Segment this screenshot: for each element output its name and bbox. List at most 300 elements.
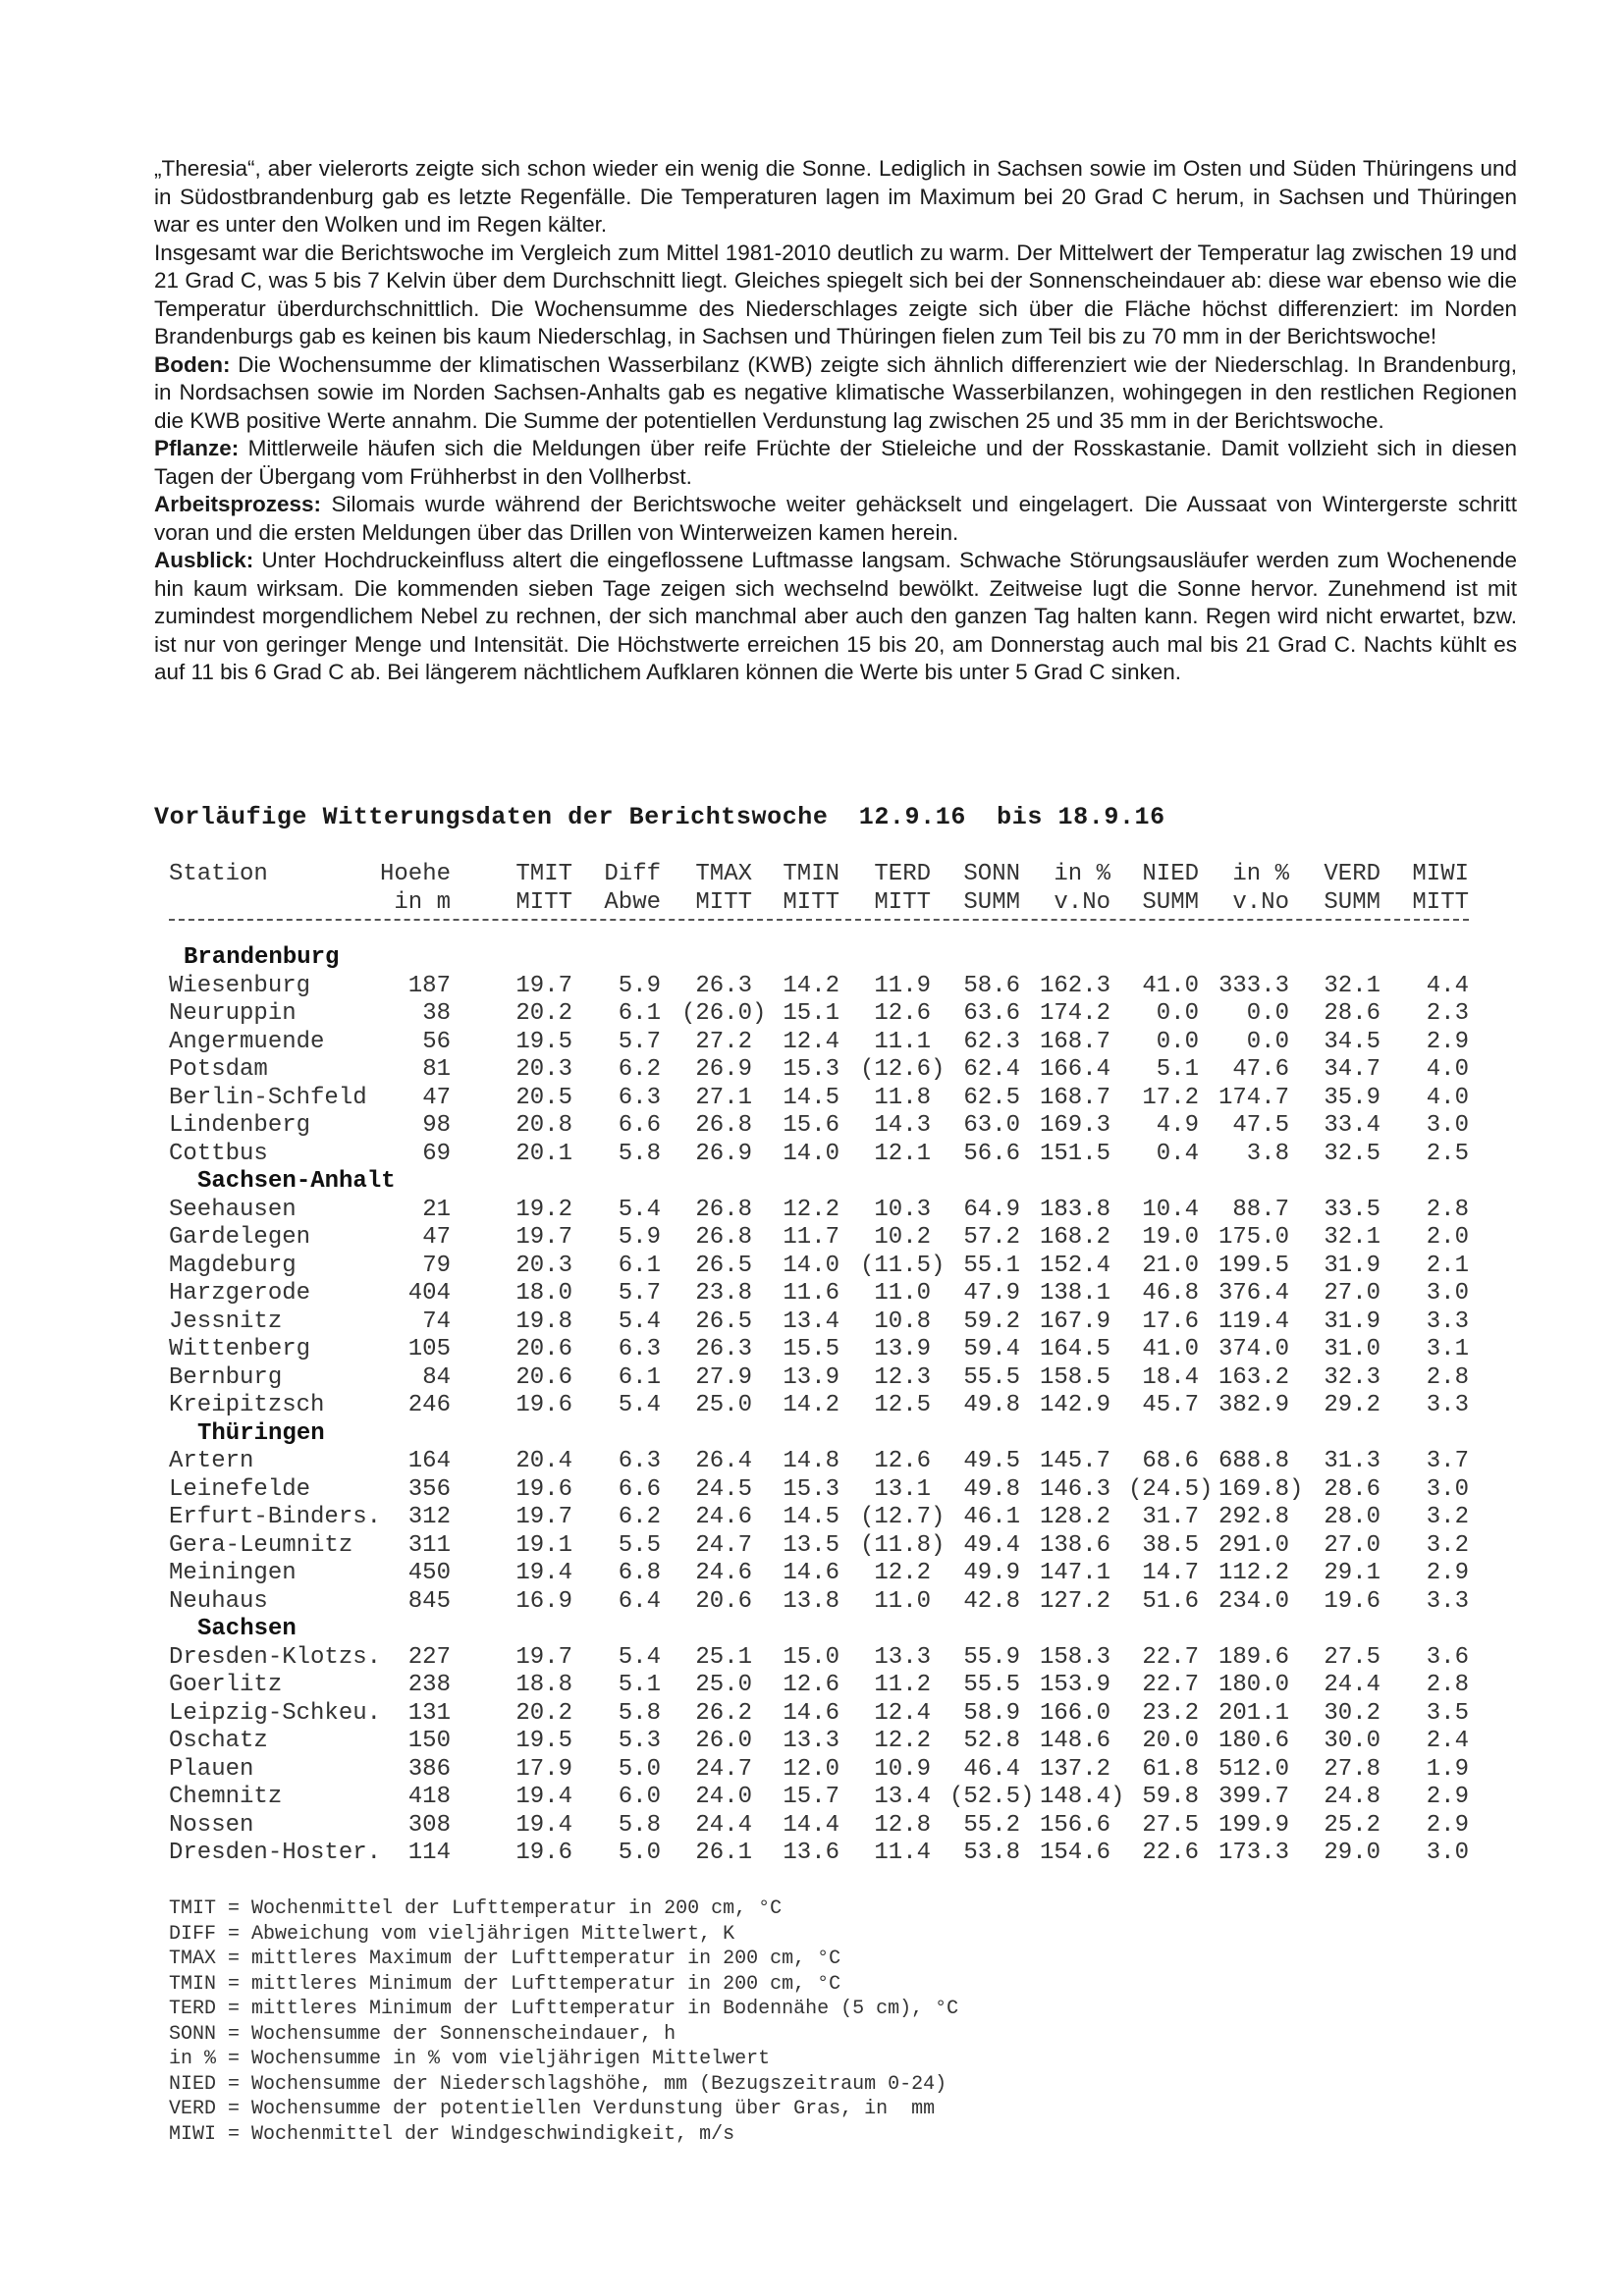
cell-station: Dresden-Klotzs. bbox=[169, 1643, 382, 1671]
cell-diff: 5.8 bbox=[618, 1699, 661, 1727]
cell-terd: 12.6 bbox=[874, 1000, 931, 1027]
cell-tmax: 24.5 bbox=[695, 1475, 752, 1503]
header-divider bbox=[169, 919, 1469, 921]
cell-verd: 27.5 bbox=[1324, 1643, 1380, 1671]
cell-nied-pct: 382.9 bbox=[1217, 1392, 1289, 1418]
cell-terd: 12.5 bbox=[874, 1392, 931, 1418]
cell-tmit: 19.4 bbox=[515, 1784, 572, 1810]
cell-tmin: 12.0 bbox=[783, 1755, 839, 1783]
cell-station: Gera-Leumnitz bbox=[169, 1531, 353, 1559]
cell-tmax: 23.8 bbox=[695, 1280, 752, 1307]
cell-tmin: 13.3 bbox=[783, 1728, 839, 1754]
cell-diff: 5.0 bbox=[618, 1755, 661, 1783]
cell-nied-pct: 512.0 bbox=[1217, 1755, 1289, 1783]
cell-station: Artern bbox=[169, 1448, 254, 1474]
cell-terd: 12.4 bbox=[874, 1699, 931, 1727]
paragraph-text: Mittlerweile häufen sich die Meldungen über reife Früchte der Stieleiche und der Rosskastanie. Damit vollzieht sich in diesen Tagen der Übergang vom Frühherbst in den Vollherbst. bbox=[154, 436, 1517, 489]
cell-station: Harzgerode bbox=[169, 1280, 311, 1307]
cell-nied: 22.7 bbox=[1142, 1672, 1199, 1698]
cell-tmin: 13.8 bbox=[783, 1587, 839, 1615]
cell-hoehe: 56 bbox=[422, 1028, 451, 1055]
cell-nied: 0.0 bbox=[1156, 1028, 1199, 1055]
cell-miwi: 3.3 bbox=[1426, 1392, 1469, 1418]
cell-sonn-pct: 158.3 bbox=[1039, 1643, 1110, 1671]
cell-station: Plauen bbox=[169, 1755, 254, 1783]
cell-sonn: 59.2 bbox=[963, 1308, 1020, 1335]
cell-nied: 41.0 bbox=[1142, 972, 1199, 999]
cell-nied: 38.5 bbox=[1142, 1531, 1199, 1559]
cell-nied: 45.7 bbox=[1142, 1392, 1199, 1418]
cell-nied: 23.2 bbox=[1142, 1699, 1199, 1727]
cell-nied-pct: 376.4 bbox=[1217, 1280, 1289, 1307]
cell-tmax: TMAX bbox=[695, 861, 752, 887]
cell-sonn-pct: 162.3 bbox=[1039, 972, 1110, 999]
cell-sonn: 46.4 bbox=[963, 1755, 1020, 1783]
cell-hoehe: 81 bbox=[422, 1056, 451, 1083]
cell-tmit: 19.4 bbox=[515, 1811, 572, 1839]
table-title: Vorläufige Witterungsdaten der Berichtswoche 12.9.16 bis 18.9.16 bbox=[154, 803, 1165, 831]
cell-nied-pct: 199.5 bbox=[1217, 1252, 1289, 1279]
cell-diff: 5.7 bbox=[618, 1280, 661, 1307]
cell-station: Wittenberg bbox=[169, 1336, 311, 1362]
cell-sonn-pct: 174.2 bbox=[1039, 1000, 1110, 1027]
cell-diff: 5.9 bbox=[618, 972, 661, 999]
cell-sonn: 63.6 bbox=[963, 1000, 1020, 1027]
cell-terd: 11.0 bbox=[874, 1280, 931, 1307]
cell-tmit: 20.6 bbox=[515, 1336, 572, 1362]
cell-verd: 24.8 bbox=[1324, 1784, 1380, 1810]
cell-sonn-pct: 164.5 bbox=[1039, 1336, 1110, 1362]
cell-tmit: 20.3 bbox=[515, 1056, 572, 1083]
cell-tmit: 19.7 bbox=[515, 1224, 572, 1251]
cell-tmin: 11.7 bbox=[783, 1224, 839, 1251]
cell-terd: TERD bbox=[874, 861, 931, 887]
cell-hoehe: 84 bbox=[422, 1363, 451, 1391]
cell-verd: VERD bbox=[1324, 861, 1380, 887]
cell-station: Jessnitz bbox=[169, 1308, 283, 1335]
cell-diff: 5.0 bbox=[618, 1840, 661, 1866]
cell-terd: MITT bbox=[874, 888, 931, 916]
cell-verd: 29.2 bbox=[1324, 1392, 1380, 1418]
cell-tmit: 20.6 bbox=[515, 1363, 572, 1391]
cell-nied: 59.8 bbox=[1142, 1784, 1199, 1810]
cell-terd: 10.3 bbox=[874, 1196, 931, 1223]
footnote: SONN = Wochensumme der Sonnenscheindauer, h bbox=[169, 2022, 676, 2046]
cell-miwi: 2.5 bbox=[1426, 1140, 1469, 1167]
cell-sonn-pct: 152.4 bbox=[1039, 1252, 1110, 1279]
cell-tmin: 12.6 bbox=[783, 1672, 839, 1698]
cell-diff: Abwe bbox=[604, 888, 661, 916]
cell-terd: 10.9 bbox=[874, 1755, 931, 1783]
cell-sonn-pct: 142.9 bbox=[1039, 1392, 1110, 1418]
cell-tmin: MITT bbox=[783, 888, 839, 916]
cell-diff: 5.1 bbox=[618, 1672, 661, 1698]
cell-tmit: 19.6 bbox=[515, 1840, 572, 1866]
cell-sonn: 56.6 bbox=[963, 1140, 1020, 1167]
cell-sonn: 55.5 bbox=[963, 1672, 1020, 1698]
cell-miwi: 3.0 bbox=[1426, 1112, 1469, 1139]
cell-sonn-pct: 151.5 bbox=[1039, 1140, 1110, 1167]
cell-nied-pct: 112.2 bbox=[1217, 1560, 1289, 1586]
cell-tmin: 14.0 bbox=[783, 1140, 839, 1167]
cell-tmax: 24.6 bbox=[695, 1560, 752, 1586]
cell-verd: 34.7 bbox=[1324, 1056, 1380, 1083]
paragraph-text: Unter Hochdruckeinfluss altert die eingeflossene Luftmasse langsam. Schwache Störungsausläufer werden zum Wochenende hin kaum wirksam. Die kommenden sieben Tage zeigen sich wechselnd bewölkt. Zeitweise lugt die Sonne hervor. Zunehmend ist mit zumindest morgendlichem Nebel zu rechnen, der sich manchmal aber auch den ganzen Tag halten kann. Regen wird nicht erwartet, bzw. ist nur von geringer Menge und Intensität. Die Höchstwerte erreichen 15 bis 20, am Donnerstag auch mal bis 21 Grad C. Nachts kühlt es auf 11 bis 6 Grad C ab. Bei längerem nächtlichem Aufklaren können die Werte bis unter 5 Grad C sinken. bbox=[154, 548, 1517, 684]
cell-nied: SUMM bbox=[1142, 888, 1199, 916]
cell-terd: (11.8) bbox=[859, 1531, 946, 1559]
cell-tmax: 26.0 bbox=[695, 1728, 752, 1754]
cell-nied: 14.7 bbox=[1142, 1560, 1199, 1586]
paragraph-text: Silomais wurde während der Berichtswoche weiter gehäckselt und eingelagert. Die Aussaat von Wintergerste schritt voran und die ersten Meldungen über das Drillen von Winterweizen kamen herein. bbox=[154, 492, 1517, 545]
cell-nied-pct: 189.6 bbox=[1217, 1643, 1289, 1671]
cell-tmax: 26.9 bbox=[695, 1140, 752, 1167]
paragraph-text: „Theresia“, aber vielerorts zeigte sich schon wieder ein wenig die Sonne. Lediglich in Sachsen sowie im Osten und Süden Thüringens und in Südostbrandenburg gab es letzte Regenfälle. Die Temperaturen lagen im Maximum bei 20 Grad C herum, in Sachsen und Thüringen war es unter den Wolken und im Regen kälter. bbox=[154, 156, 1517, 237]
cell-nied-pct: 47.5 bbox=[1232, 1112, 1289, 1139]
cell-sonn-pct: 153.9 bbox=[1039, 1672, 1110, 1698]
cell-tmin: 15.3 bbox=[783, 1056, 839, 1083]
cell-miwi: 2.8 bbox=[1426, 1672, 1469, 1698]
footnote: TMIT = Wochenmittel der Lufttemperatur in 200 cm, °C bbox=[169, 1897, 783, 1920]
cell-hoehe: 74 bbox=[422, 1308, 451, 1335]
cell-sonn-pct: 148.4) bbox=[1039, 1784, 1125, 1810]
cell-miwi: 2.1 bbox=[1426, 1252, 1469, 1279]
cell-nied-pct: 175.0 bbox=[1217, 1224, 1289, 1251]
cell-sonn-pct: 168.7 bbox=[1039, 1028, 1110, 1055]
footnote: NIED = Wochensumme der Niederschlagshöhe, mm (Bezugszeitraum 0-24) bbox=[169, 2072, 947, 2096]
cell-miwi: 3.3 bbox=[1426, 1308, 1469, 1335]
cell-verd: 32.3 bbox=[1324, 1363, 1380, 1391]
cell-tmin: 12.2 bbox=[783, 1196, 839, 1223]
cell-verd: SUMM bbox=[1324, 888, 1380, 916]
footnote: in % = Wochensumme in % vom vieljährigen Mittelwert bbox=[169, 2048, 771, 2070]
cell-tmin: 15.6 bbox=[783, 1112, 839, 1139]
cell-sonn-pct: 167.9 bbox=[1039, 1308, 1110, 1335]
cell-hoehe: 356 bbox=[407, 1475, 451, 1503]
cell-sonn-pct: 146.3 bbox=[1039, 1475, 1110, 1503]
cell-tmin: 14.2 bbox=[783, 972, 839, 999]
cell-tmin: 13.5 bbox=[783, 1531, 839, 1559]
cell-station: Goerlitz bbox=[169, 1672, 283, 1698]
cell-nied-pct: 374.0 bbox=[1217, 1336, 1289, 1362]
cell-tmit: 20.1 bbox=[515, 1140, 572, 1167]
cell-sonn-pct: 169.3 bbox=[1039, 1112, 1110, 1139]
cell-terd: 11.8 bbox=[874, 1084, 931, 1111]
cell-terd: (11.5) bbox=[859, 1252, 946, 1279]
cell-hoehe: 311 bbox=[407, 1531, 451, 1559]
cell-station: Cottbus bbox=[169, 1140, 268, 1167]
cell-tmit: MITT bbox=[515, 888, 572, 916]
cell-sonn-pct: 168.2 bbox=[1039, 1224, 1110, 1251]
cell-sonn-pct: 128.2 bbox=[1039, 1504, 1110, 1530]
cell-hoehe: 312 bbox=[407, 1504, 451, 1530]
cell-tmin: 14.4 bbox=[783, 1811, 839, 1839]
cell-verd: 35.9 bbox=[1324, 1084, 1380, 1111]
cell-miwi: 2.8 bbox=[1426, 1196, 1469, 1223]
cell-sonn: 62.4 bbox=[963, 1056, 1020, 1083]
cell-sonn-pct: 183.8 bbox=[1039, 1196, 1110, 1223]
cell-tmax: 26.3 bbox=[695, 1336, 752, 1362]
cell-hoehe: 79 bbox=[422, 1252, 451, 1279]
cell-verd: 24.4 bbox=[1324, 1672, 1380, 1698]
footnote: DIFF = Abweichung vom vieljährigen Mittelwert, K bbox=[169, 1922, 735, 1946]
cell-terd: (12.7) bbox=[859, 1504, 946, 1530]
cell-hoehe: 150 bbox=[407, 1728, 451, 1754]
cell-nied-pct: 399.7 bbox=[1217, 1784, 1289, 1810]
cell-terd: (12.6) bbox=[859, 1056, 946, 1083]
cell-sonn: 53.8 bbox=[963, 1840, 1020, 1866]
cell-hoehe: 131 bbox=[407, 1699, 451, 1727]
cell-verd: 28.0 bbox=[1324, 1504, 1380, 1530]
cell-tmit: 18.8 bbox=[515, 1672, 572, 1698]
cell-sonn-pct: 166.4 bbox=[1039, 1056, 1110, 1083]
cell-verd: 28.6 bbox=[1324, 1475, 1380, 1503]
cell-sonn: 58.9 bbox=[963, 1699, 1020, 1727]
cell-nied: (24.5) bbox=[1127, 1475, 1214, 1503]
cell-nied: 68.6 bbox=[1142, 1448, 1199, 1474]
cell-miwi: 3.5 bbox=[1426, 1699, 1469, 1727]
cell-miwi: 3.6 bbox=[1426, 1643, 1469, 1671]
cell-hoehe: 246 bbox=[407, 1392, 451, 1418]
cell-nied: NIED bbox=[1142, 861, 1199, 887]
cell-diff: 5.7 bbox=[618, 1028, 661, 1055]
cell-verd: 34.5 bbox=[1324, 1028, 1380, 1055]
cell-hoehe: 98 bbox=[422, 1112, 451, 1139]
cell-diff: 6.2 bbox=[618, 1504, 661, 1530]
cell-nied: 18.4 bbox=[1142, 1363, 1199, 1391]
cell-station: Neuruppin bbox=[169, 1000, 297, 1027]
cell-miwi: 2.4 bbox=[1426, 1728, 1469, 1754]
cell-tmit: 20.2 bbox=[515, 1699, 572, 1727]
cell-sonn: 49.9 bbox=[963, 1560, 1020, 1586]
cell-tmax: 25.0 bbox=[695, 1392, 752, 1418]
cell-hoehe: 105 bbox=[407, 1336, 451, 1362]
cell-station: Gardelegen bbox=[169, 1224, 311, 1251]
cell-hoehe: 227 bbox=[407, 1643, 451, 1671]
cell-nied: 5.1 bbox=[1156, 1056, 1199, 1083]
cell-tmax: 27.2 bbox=[695, 1028, 752, 1055]
cell-terd: 12.1 bbox=[874, 1140, 931, 1167]
paragraph-label: Arbeitsprozess: bbox=[154, 492, 322, 516]
cell-miwi: 1.9 bbox=[1426, 1755, 1469, 1783]
cell-verd: 29.1 bbox=[1324, 1560, 1380, 1586]
cell-station: Dresden-Hoster. bbox=[169, 1840, 382, 1866]
cell-nied-pct: 169.8) bbox=[1217, 1475, 1304, 1503]
cell-diff: 6.1 bbox=[618, 1252, 661, 1279]
cell-verd: 31.9 bbox=[1324, 1252, 1380, 1279]
cell-sonn-pct: 147.1 bbox=[1039, 1560, 1110, 1586]
cell-hoehe: in m bbox=[394, 888, 451, 916]
cell-tmin: 15.7 bbox=[783, 1784, 839, 1810]
cell-tmit: 19.7 bbox=[515, 1504, 572, 1530]
cell-sonn: 57.2 bbox=[963, 1224, 1020, 1251]
cell-hoehe: 404 bbox=[407, 1280, 451, 1307]
cell-tmit: 20.8 bbox=[515, 1112, 572, 1139]
footnotes bbox=[169, 1896, 958, 2147]
cell-terd: 11.2 bbox=[874, 1672, 931, 1698]
footnote: VERD = Wochensumme der potentiellen Verdunstung über Gras, in mm bbox=[169, 2098, 936, 2120]
cell-nied: 21.0 bbox=[1142, 1252, 1199, 1279]
cell-diff: 5.4 bbox=[618, 1308, 661, 1335]
cell-tmit: 20.4 bbox=[515, 1448, 572, 1474]
cell-miwi: 3.3 bbox=[1426, 1587, 1469, 1615]
group-heading: Sachsen bbox=[197, 1616, 297, 1642]
cell-sonn-pct: 137.2 bbox=[1039, 1755, 1110, 1783]
cell-nied-pct: 3.8 bbox=[1246, 1140, 1289, 1167]
cell-nied: 17.2 bbox=[1142, 1084, 1199, 1111]
cell-station: Seehausen bbox=[169, 1196, 297, 1223]
cell-nied-pct: 174.7 bbox=[1217, 1084, 1289, 1111]
cell-sonn: 64.9 bbox=[963, 1196, 1020, 1223]
cell-nied: 41.0 bbox=[1142, 1336, 1199, 1362]
cell-tmit: 19.6 bbox=[515, 1392, 572, 1418]
cell-tmit: 19.7 bbox=[515, 1643, 572, 1671]
cell-hoehe: 418 bbox=[407, 1784, 451, 1810]
cell-nied-pct: 88.7 bbox=[1232, 1196, 1289, 1223]
cell-nied-pct: 199.9 bbox=[1217, 1811, 1289, 1839]
group-heading: Sachsen-Anhalt bbox=[197, 1168, 396, 1195]
cell-diff: 6.0 bbox=[618, 1784, 661, 1810]
cell-station: Neuhaus bbox=[169, 1587, 268, 1615]
cell-tmax: 26.1 bbox=[695, 1840, 752, 1866]
cell-nied-pct: 47.6 bbox=[1232, 1056, 1289, 1083]
cell-terd: 12.2 bbox=[874, 1728, 931, 1754]
cell-tmax: MITT bbox=[695, 888, 752, 916]
cell-miwi: 3.0 bbox=[1426, 1475, 1469, 1503]
paragraph-text: Die Wochensumme der klimatischen Wasserbilanz (KWB) zeigte sich ähnlich differenziert wie der Niederschlag. In Brandenburg, in Nordsachsen sowie im Norden Sachsen-Anhalts gab es negative klimatische Wasserbilanzen, wohingegen in den restlichen Regionen die KWB positive Werte annahm. Die Summe der potentiellen Verdunstung lag zwischen 25 und 35 mm in der Berichtswoche. bbox=[154, 351, 1517, 433]
cell-terd: 10.2 bbox=[874, 1224, 931, 1251]
cell-sonn: 62.3 bbox=[963, 1028, 1020, 1055]
cell-nied: 20.0 bbox=[1142, 1728, 1199, 1754]
cell-sonn: SONN bbox=[963, 861, 1020, 887]
cell-sonn-pct: 148.6 bbox=[1039, 1728, 1110, 1754]
cell-sonn-pct: 127.2 bbox=[1039, 1587, 1110, 1615]
cell-tmin: 14.8 bbox=[783, 1448, 839, 1474]
cell-tmax: 26.8 bbox=[695, 1196, 752, 1223]
cell-nied-pct: 163.2 bbox=[1217, 1363, 1289, 1391]
cell-verd: 27.0 bbox=[1324, 1280, 1380, 1307]
cell-tmit: 20.5 bbox=[515, 1084, 572, 1111]
cell-nied-pct: v.No bbox=[1232, 888, 1289, 916]
cell-tmit: 19.5 bbox=[515, 1728, 572, 1754]
cell-sonn-pct: in % bbox=[1054, 861, 1110, 887]
cell-miwi: 3.7 bbox=[1426, 1448, 1469, 1474]
cell-sonn-pct: 145.7 bbox=[1039, 1448, 1110, 1474]
cell-tmax: 24.7 bbox=[695, 1531, 752, 1559]
cell-tmit: 20.3 bbox=[515, 1252, 572, 1279]
cell-miwi: 2.0 bbox=[1426, 1224, 1469, 1251]
footnote: TMIN = mittleres Minimum der Lufttemperatur in 200 cm, °C bbox=[169, 1972, 841, 1996]
cell-sonn-pct: 138.1 bbox=[1039, 1280, 1110, 1307]
cell-verd: 31.9 bbox=[1324, 1308, 1380, 1335]
paragraph-label: Pflanze: bbox=[154, 436, 240, 460]
cell-diff: 6.4 bbox=[618, 1587, 661, 1615]
cell-tmin: 14.6 bbox=[783, 1699, 839, 1727]
cell-sonn: 46.1 bbox=[963, 1504, 1020, 1530]
cell-diff: 5.8 bbox=[618, 1140, 661, 1167]
cell-tmax: 24.4 bbox=[695, 1811, 752, 1839]
cell-tmit: 19.5 bbox=[515, 1028, 572, 1055]
cell-tmin: 14.5 bbox=[783, 1504, 839, 1530]
cell-miwi: 3.2 bbox=[1426, 1531, 1469, 1559]
cell-nied: 61.8 bbox=[1142, 1755, 1199, 1783]
cell-sonn: 49.4 bbox=[963, 1531, 1020, 1559]
cell-miwi: 4.0 bbox=[1426, 1056, 1469, 1083]
cell-terd: 11.1 bbox=[874, 1028, 931, 1055]
cell-miwi: MIWI bbox=[1412, 861, 1469, 887]
cell-hoehe: 450 bbox=[407, 1560, 451, 1586]
cell-tmit: 18.0 bbox=[515, 1280, 572, 1307]
cell-hoehe: 308 bbox=[407, 1811, 451, 1839]
cell-tmax: 20.6 bbox=[695, 1587, 752, 1615]
cell-tmax: 26.9 bbox=[695, 1056, 752, 1083]
cell-hoehe: 47 bbox=[422, 1084, 451, 1111]
cell-terd: 11.4 bbox=[874, 1840, 931, 1866]
cell-miwi: 3.1 bbox=[1426, 1336, 1469, 1362]
cell-station: Oschatz bbox=[169, 1728, 268, 1754]
cell-hoehe: 164 bbox=[407, 1448, 451, 1474]
cell-sonn: 49.8 bbox=[963, 1475, 1020, 1503]
cell-sonn-pct: 154.6 bbox=[1039, 1840, 1110, 1866]
cell-diff: 5.8 bbox=[618, 1811, 661, 1839]
cell-station: Angermuende bbox=[169, 1028, 325, 1055]
cell-terd: 12.6 bbox=[874, 1448, 931, 1474]
cell-station: Kreipitzsch bbox=[169, 1392, 325, 1418]
cell-hoehe: 38 bbox=[422, 1000, 451, 1027]
cell-diff: 6.2 bbox=[618, 1056, 661, 1083]
cell-miwi: MITT bbox=[1412, 888, 1469, 916]
cell-tmax: 26.3 bbox=[695, 972, 752, 999]
cell-sonn-pct: 138.6 bbox=[1039, 1531, 1110, 1559]
cell-station: Potsdam bbox=[169, 1056, 268, 1083]
cell-terd: 14.3 bbox=[874, 1112, 931, 1139]
cell-hoehe: 114 bbox=[407, 1840, 451, 1866]
cell-station: Bernburg bbox=[169, 1363, 283, 1391]
cell-diff: 6.1 bbox=[618, 1363, 661, 1391]
cell-sonn-pct: 166.0 bbox=[1039, 1699, 1110, 1727]
cell-nied-pct: 688.8 bbox=[1217, 1448, 1289, 1474]
paragraph-label: Boden: bbox=[154, 351, 231, 377]
cell-terd: 12.3 bbox=[874, 1363, 931, 1391]
cell-miwi: 2.8 bbox=[1426, 1363, 1469, 1391]
cell-hoehe: 386 bbox=[407, 1755, 451, 1783]
cell-miwi: 2.9 bbox=[1426, 1560, 1469, 1586]
cell-hoehe: 845 bbox=[407, 1587, 451, 1615]
cell-hoehe: Hoehe bbox=[379, 861, 451, 887]
cell-miwi: 3.2 bbox=[1426, 1504, 1469, 1530]
cell-nied-pct: 119.4 bbox=[1217, 1308, 1289, 1335]
cell-tmax: 26.5 bbox=[695, 1308, 752, 1335]
cell-diff: 5.9 bbox=[618, 1224, 661, 1251]
paragraph-label: Ausblick: bbox=[154, 548, 254, 572]
cell-tmit: 19.2 bbox=[515, 1196, 572, 1223]
cell-diff: 6.3 bbox=[618, 1084, 661, 1111]
cell-verd: 32.1 bbox=[1324, 972, 1380, 999]
cell-miwi: 4.0 bbox=[1426, 1084, 1469, 1111]
cell-nied: 22.7 bbox=[1142, 1643, 1199, 1671]
cell-tmit: TMIT bbox=[515, 861, 572, 887]
cell-terd: 13.4 bbox=[874, 1784, 931, 1810]
cell-sonn-pct: 168.7 bbox=[1039, 1084, 1110, 1111]
cell-sonn: 49.8 bbox=[963, 1392, 1020, 1418]
cell-hoehe: 238 bbox=[407, 1672, 451, 1698]
cell-diff: 5.4 bbox=[618, 1196, 661, 1223]
cell-station: Station bbox=[169, 861, 268, 887]
cell-terd: 11.9 bbox=[874, 972, 931, 999]
cell-station: Leipzig-Schkeu. bbox=[169, 1699, 382, 1727]
cell-verd: 30.0 bbox=[1324, 1728, 1380, 1754]
cell-verd: 29.0 bbox=[1324, 1840, 1380, 1866]
cell-tmit: 19.7 bbox=[515, 972, 572, 999]
